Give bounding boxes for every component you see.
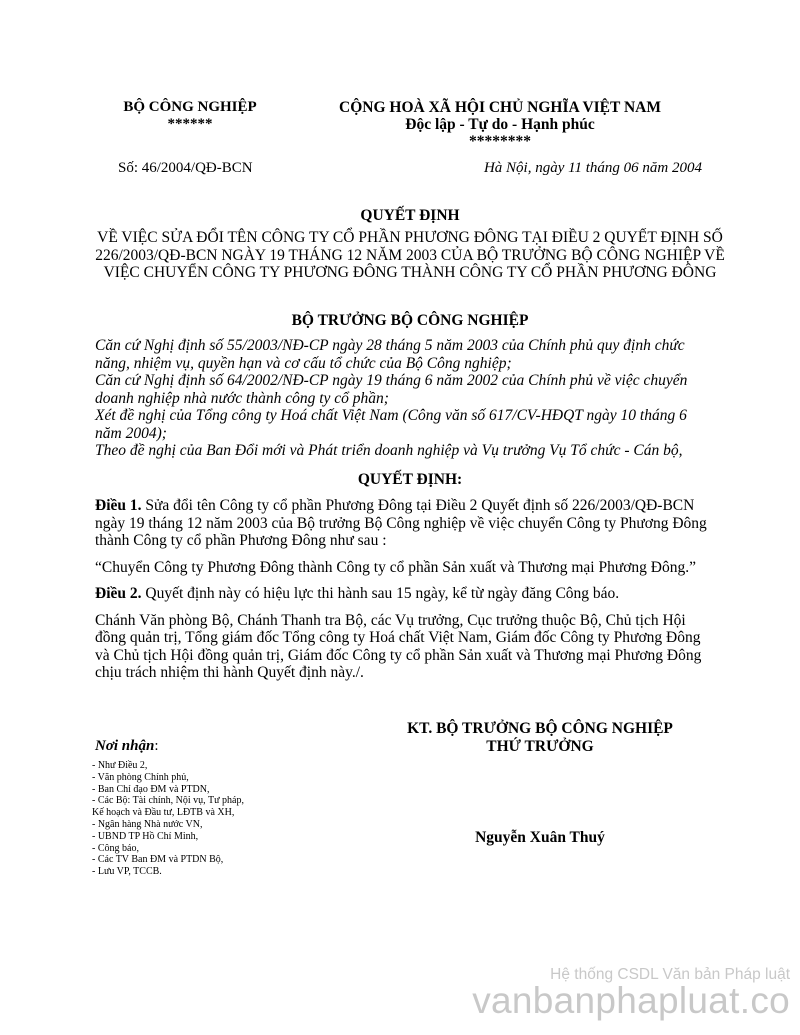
decides-heading: QUYẾT ĐỊNH: <box>357 471 463 488</box>
minister-title: BỘ TRƯỞNG BỘ CÔNG NGHIỆP <box>291 312 529 329</box>
article-1 <box>95 497 715 550</box>
article-2-label: Điều 2. <box>95 585 142 602</box>
recipients-list <box>92 760 312 878</box>
list-item: - Công báo, <box>92 842 139 854</box>
list-item: - Các TV Ban ĐM và PTDN Bộ, <box>92 854 224 866</box>
watermark-site: vanbanphapluat.co <box>472 980 790 1021</box>
watermark-caption: Hệ thống CSDL Văn bản Pháp luật <box>550 966 790 983</box>
national-motto: Độc lập - Tự do - Hạnh phúc <box>405 116 595 133</box>
article-1-text: Sửa đổi tên Công ty cổ phần Phương Đông tại Điều 2 Quyết định số 226/2003/QĐ-BCN ngày 19 tháng 12 năm 2003 của Bộ trưởng Bộ Công nghiệp về việc chuyển Công ty Phương Đông thành Công ty cổ phần Phương Đông như sau : <box>95 497 707 549</box>
article-2 <box>95 585 715 603</box>
document-number: Số: 46/2004/QĐ-BCN <box>118 160 253 176</box>
article-1-label: Điều 1. <box>95 497 142 514</box>
list-item: - Các Bộ: Tài chính, Nội vụ, Tư pháp, <box>92 795 244 807</box>
issuing-authority <box>95 99 285 133</box>
list-item: - Như Điều 2, <box>92 760 148 771</box>
signer-block <box>360 720 720 756</box>
list-item: Kế hoạch và Đầu tư, LĐTB và XH, <box>92 807 235 819</box>
preamble-item: Xét đề nghị của Tổng công ty Hoá chất Việt Nam (Công văn số 617/CV-HĐQT ngày 10 tháng 6 năm 2004); <box>95 407 687 442</box>
list-item: - Văn phòng Chính phủ, <box>92 771 189 783</box>
decision-body <box>95 497 715 691</box>
motto-stars: ******** <box>469 133 531 150</box>
preamble-item: Căn cứ Nghị định số 64/2002/NĐ-CP ngày 19 tháng 6 năm 2002 của Chính phủ về việc chuyển doanh nghiệp nhà nước thành công ty cổ phần; <box>95 372 688 407</box>
preamble <box>95 337 715 460</box>
article-2-text: Quyết định này có hiệu lực thi hành sau 15 ngày, kể từ ngày đăng Công báo. <box>141 585 620 602</box>
implementation-clause: Chánh Văn phòng Bộ, Chánh Thanh tra Bộ, các Vụ trưởng, Cục trưởng thuộc Bộ, Chủ tịch Hội đồng quản trị, Tổng giám đốc Tổng công ty Hoá chất Việt Nam, Giám đốc Công ty Phương Đông và Chủ tịch Hội đồng quản trị, Giám đốc Công ty cổ phần Sản xuất và Thương mại Phương Đông chịu trách nhiệm thi hành Quyết định này./. <box>95 611 702 681</box>
ministry-name: BỘ CÔNG NGHIỆP <box>123 99 257 115</box>
decision-subject: VỀ VIỆC SỬA ĐỔI TÊN CÔNG TY CỔ PHẦN PHƯƠNG ĐÔNG TẠI ĐIỀU 2 QUYẾT ĐỊNH SỐ 226/2003/QĐ-BCN NGÀY 19 THÁNG 12 NĂM 2003 CỦA BỘ TRƯỞNG BỘ CÔNG NGHIỆP VỀ VIỆC CHUYỂN CÔNG TY PHƯƠNG ĐÔNG THÀNH CÔNG TY CỔ PHẦN PHƯƠNG ĐÔNG <box>95 229 725 281</box>
national-heading <box>325 99 675 150</box>
list-item: - Ngân hàng Nhà nước VN, <box>92 818 203 830</box>
list-item: - Lưu VP, TCCB. <box>92 866 162 878</box>
ministry-stars: ****** <box>167 116 213 132</box>
recipients-label-colon: : <box>154 738 159 754</box>
article-1-quote: “Chuyển Công ty Phương Đông thành Công ty cổ phần Sản xuất và Thương mại Phương Đông.” <box>95 558 697 576</box>
preamble-item: Căn cứ Nghị định số 55/2003/NĐ-CP ngày 28 tháng 5 năm 2003 của Chính phủ quy định chức năng, nhiệm vụ, quyền hạn và cơ cấu tổ chức của Bộ Công nghiệp; <box>95 337 685 372</box>
decision-title: QUYẾT ĐỊNH <box>360 207 460 224</box>
signer-title-line2: THỨ TRƯỞNG <box>486 738 594 755</box>
signer-title-line1: KT. BỘ TRƯỞNG BỘ CÔNG NGHIỆP <box>407 720 673 737</box>
recipients-label-text: Nơi nhận <box>95 738 155 754</box>
list-item: - UBND TP Hồ Chí Minh, <box>92 830 199 842</box>
country-name: CỘNG HOÀ XÃ HỘI CHỦ NGHĨA VIỆT NAM <box>339 99 661 116</box>
recipients-label <box>95 738 159 755</box>
signer-name: Nguyễn Xuân Thuý <box>475 829 605 846</box>
place-and-date: Hà Nội, ngày 11 tháng 06 năm 2004 <box>483 160 702 176</box>
preamble-item: Theo đề nghị của Ban Đổi mới và Phát triển doanh nghiệp và Vụ trưởng Vụ Tổ chức - Cán bộ, <box>95 442 683 459</box>
list-item: - Ban Chỉ đạo ĐM và PTDN, <box>92 783 210 795</box>
